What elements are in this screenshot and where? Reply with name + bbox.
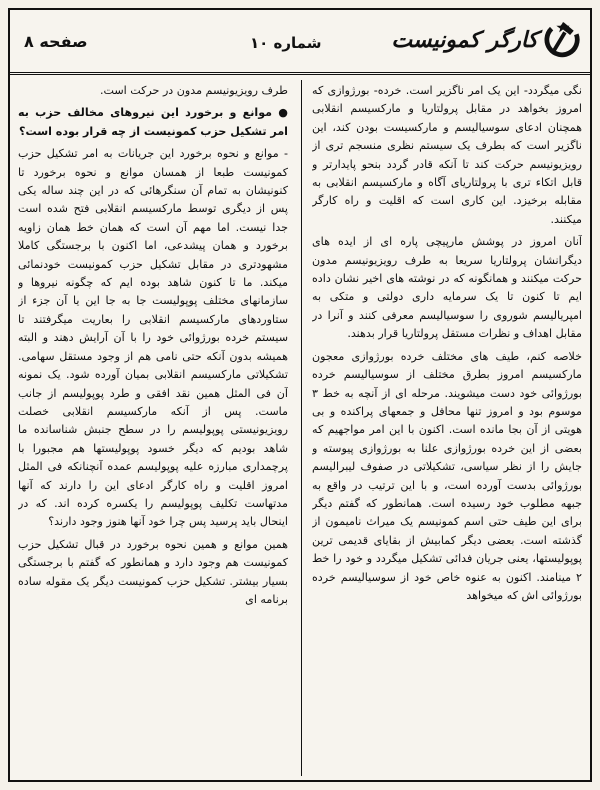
column-divider bbox=[301, 80, 302, 776]
paragraph: نگی میگردد- این یک امر ناگزیر است. خرده- بورژوازی که امروز بخواهد در مقابل پرولتاریا و مارکسیسم انقلابی همچنان ادعای سوسیالیسم و مارکسیست بودن کند، این ناگزیر است که بطرف یک سیستم نظری منسجم تری از رویزیونیسم حرکت کند تا آنکه قادر گردد بنحو پایدارتر و قابل اتکاء تری با پرولتاریای آگاه و مارکسیسم انقلابی به مقابله برخیزد. این کاری است که اقلیت و راه کارگر میکنند. bbox=[312, 84, 582, 226]
paragraph: - موانع و نحوه برخورد این جریانات به امر تشکیل حزب کمونیست طبعا از همسان موانع و نحوه برخورد تا کنونیشان به تمام آن سنگرهائی که در این چند ساله یکی پس از دیگری توسط مارکسیسم انقلابی فتح شده است جدا نیست. اما مهم آن است که همان خط همان زاویه برخورد و همان پیشدعی، اما اکنون با برجستگی کاملا مشهودتری در مقابل تشکیل حزب کمونیست خودنمائی میکند. ما تا کنون شاهد بوده ایم که چگونه نیروها و سازمانهای مختلف پوپولیست جا به جا این یا آن جزء از ستاوردهای مارکسیسم انقلابی را بعاریت میگرفتند تا سیستم خرده بورژوائی خود را با آن آرایش دهند و البته همیشه بدون آنکه حتی نامی هم از وجود مستقل سهامی. تشکیلاتی مارکسیسم انقلابی بمیان آورده شود. یک نمونه آن فی المثل همین نقد افقی و طرد پوپولیسم از جانب ماست. پس از آنکه مارکسیسم انقلابی خصلت رویزیونیستی پوپولیسم را در سطح جنبش شناسانده ما شاهد بودیم که دیگر خسود پوپولیستها هم مجبورا با پرچمداری مبارزه علیه پوپولیسم عمده آنچنانکه فی المثل امروز اقلیت و راه کارگر ادعای این را دارند که آنها مدتهاست تکلیف پوپولیسم را یکسره کرده اند. که در اینحال باید پرسید پس چرا خود آنها هنوز وجود دارند؟ bbox=[18, 147, 288, 529]
newspaper-page bbox=[8, 8, 592, 782]
interview-question: ● موانع و برخورد این نیروهای مخالف حزب به امر تشکیل حزب کمونیست از چه قرار بوده است؟ bbox=[18, 106, 288, 138]
issue-number: شماره ۱۰ bbox=[250, 34, 322, 52]
hammer-sickle-icon bbox=[544, 20, 582, 60]
newspaper-title: کارگر کمونیست bbox=[391, 28, 538, 53]
page-number: صفحه ۸ bbox=[24, 32, 88, 51]
paragraph: آنان امروز در پوشش مارپیچی پاره ای از ایده های دیگرانشان پرولتاریا سریعا به طرف رویزیونیسم مدون حرکت میکنند و همانگونه که در نوشته های اخیر نشان داده ایم تا کنون تا یک سرمایه داری دولتی و متکی به امپریالیسم شوروی را سوسیالیسم معرفی کنند و آنرا در مقابل اهداف و نظرات مستقل پرولتاریا قرار بدهند. bbox=[312, 235, 582, 341]
right-column bbox=[312, 82, 582, 774]
paragraph: خلاصه کنم، طیف های مختلف خرده بورژوازی معجون مارکسیسم امروز بطرق مختلف از سوسیالیسم خرده بورژوائی خود دست میشویند. مرحله ای از آنچه به خط ۳ موسوم بود و امروز تنها محافل و جمعهای پراکنده و بی هویتی از آن بجا مانده است. اکنون با این امر مواجهیم که بعضی از این خرده بورژوازی علنا به بورژوازی پیوسته و جایش را از نظر سیاسی، تشکیلاتی در صفوف لیبرالیسم بورژوائی بدست آورده است، و با این ترتیب در واقع به جبهه مطلوب خود رسیده است. همانطور که گفتم دیگر برای این طیف حتی اسم کمونیسم یک میراث نامیمون از گذشته است. بعضی دیگر کمابیش از بقایای قدیمی ترین پوپولیستها، یعنی جریان فدائی تشکیل میگردد و خود را خط ۲ مینامند. اکنون به عنوه خاص خود از سوسیالیسم خرده بورژوائی اش که میخواهد bbox=[312, 349, 582, 602]
left-column bbox=[18, 82, 288, 774]
masthead bbox=[10, 10, 590, 75]
paragraph: طرف رویزیونیسم مدون در حرکت است. bbox=[99, 84, 288, 97]
paragraph: همین موانع و همین نحوه برخورد در قبال تشکیل حزب کمونیست هم وجود دارد و همانطور که گفتم با برجستگی بسیار بیشتر. تشکیل حزب کمونیست دیگر یک مقوله ساده برنامه ای bbox=[18, 537, 288, 606]
